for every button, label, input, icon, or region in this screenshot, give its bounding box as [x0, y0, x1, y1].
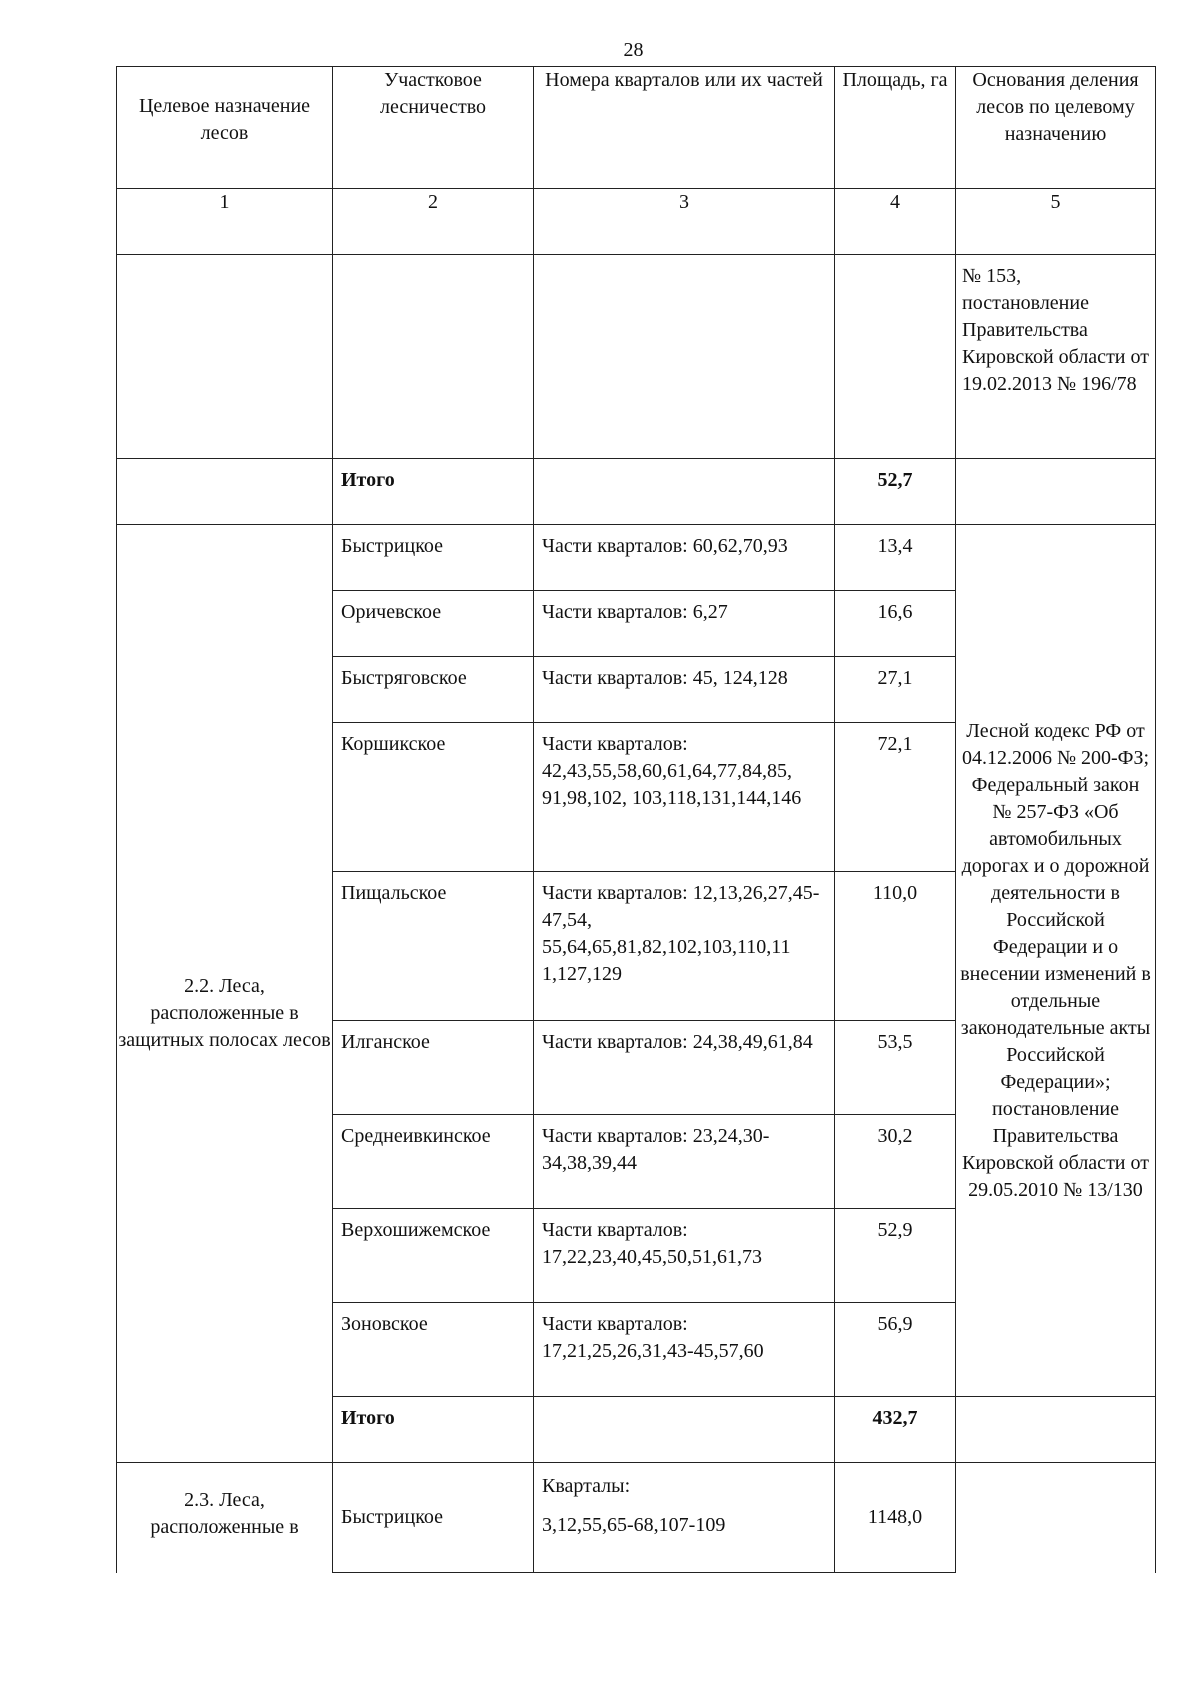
- forestry-name: Коршикское: [333, 723, 534, 872]
- col-number: 4: [835, 189, 956, 255]
- empty-cell: [534, 1397, 835, 1463]
- empty-cell: [956, 459, 1156, 525]
- col-number: 3: [534, 189, 835, 255]
- empty-cell: [117, 459, 333, 525]
- empty-cell: [534, 255, 835, 459]
- section-basis: Лесной кодекс РФ от 04.12.2006 № 200-ФЗ; Федеральный закон № 257-ФЗ «Об автомобильных дорогах и о дорожной деятельности в Российской Федерации и о внесении изменений в отдельные законодательные акты Российской Федерации»; постановление Правительства Кировской области от 29.05.2010 № 13/130: [956, 525, 1156, 1397]
- header-forestry: Участковое лесничество: [333, 67, 534, 189]
- area-value: 56,9: [835, 1303, 956, 1397]
- forestry-name: Верхошижемское: [333, 1209, 534, 1303]
- forestry-name: Оричевское: [333, 591, 534, 657]
- empty-cell: [956, 1397, 1156, 1463]
- quarters: Части кварталов: 42,43,55,58,60,61,64,77,84,85, 91,98,102, 103,118,131,144,146: [534, 723, 835, 872]
- total-label: Итого: [333, 459, 534, 525]
- total-label: Итого: [333, 1397, 534, 1463]
- forestry-name: Илганское: [333, 1021, 534, 1115]
- quarters: Части кварталов: 17,22,23,40,45,50,51,61,73: [534, 1209, 835, 1303]
- total-row: [117, 459, 1156, 525]
- column-number-row: [117, 189, 1156, 255]
- forestry-name: Быстрицкое: [333, 525, 534, 591]
- table-row: [117, 1463, 1156, 1573]
- quarters-label: Кварталы:: [542, 1475, 631, 1497]
- area-value: 53,5: [835, 1021, 956, 1115]
- quarters: Части кварталов: 12,13,26,27,45-47,54, 55,64,65,81,82,102,103,110,11 1,127,129: [534, 872, 835, 1021]
- empty-cell: [956, 1463, 1156, 1573]
- header-row: [117, 67, 1156, 189]
- col-number: 5: [956, 189, 1156, 255]
- area-value: 72,1: [835, 723, 956, 872]
- quarters: Части кварталов: 6,27: [534, 591, 835, 657]
- forest-purpose-table: [116, 66, 1156, 1573]
- forestry-name: Среднеивкинское: [333, 1115, 534, 1209]
- section-purpose: 2.2. Леса, расположенные в защитных полосах лесов: [117, 525, 333, 1463]
- quarters: Части кварталов: 23,24,30-34,38,39,44: [534, 1115, 835, 1209]
- empty-cell: [117, 255, 333, 459]
- quarters: Части кварталов: 45, 124,128: [534, 657, 835, 723]
- area-value: 30,2: [835, 1115, 956, 1209]
- header-basis: Основания деления лесов по целевому назначению: [956, 67, 1156, 189]
- col-number: 2: [333, 189, 534, 255]
- total-area: 432,7: [835, 1397, 956, 1463]
- header-purpose: Целевое назначение лесов: [117, 67, 333, 189]
- quarters: Части кварталов: 60,62,70,93: [534, 525, 835, 591]
- quarters-list: 3,12,55,65-68,107-109: [542, 1514, 726, 1536]
- area-value: 13,4: [835, 525, 956, 591]
- quarters: Части кварталов: 17,21,25,26,31,43-45,57,60: [534, 1303, 835, 1397]
- continuation-basis: № 153, постановление Правительства Кировской области от 19.02.2013 № 196/78: [956, 255, 1156, 459]
- page-number: 28: [623, 39, 644, 61]
- empty-cell: [534, 459, 835, 525]
- table-row: [117, 525, 1156, 591]
- total-area: 52,7: [835, 459, 956, 525]
- forestry-name: Зоновское: [333, 1303, 534, 1397]
- forestry-name: Пищальское: [333, 872, 534, 1021]
- col-number: 1: [117, 189, 333, 255]
- empty-cell: [835, 255, 956, 459]
- header-quarters: Номера кварталов или их частей: [534, 67, 835, 189]
- area-value: 110,0: [835, 872, 956, 1021]
- header-area: Площадь, га: [835, 67, 956, 189]
- continuation-row: [117, 255, 1156, 459]
- section-purpose: 2.3. Леса, расположенные в: [117, 1463, 333, 1573]
- forestry-name: Быстрицкое: [333, 1463, 534, 1573]
- area-value: 27,1: [835, 657, 956, 723]
- area-value: 16,6: [835, 591, 956, 657]
- area-value: 1148,0: [835, 1463, 956, 1573]
- empty-cell: [333, 255, 534, 459]
- quarters: [534, 1463, 835, 1573]
- quarters: Части кварталов: 24,38,49,61,84: [534, 1021, 835, 1115]
- area-value: 52,9: [835, 1209, 956, 1303]
- forestry-name: Быстряговское: [333, 657, 534, 723]
